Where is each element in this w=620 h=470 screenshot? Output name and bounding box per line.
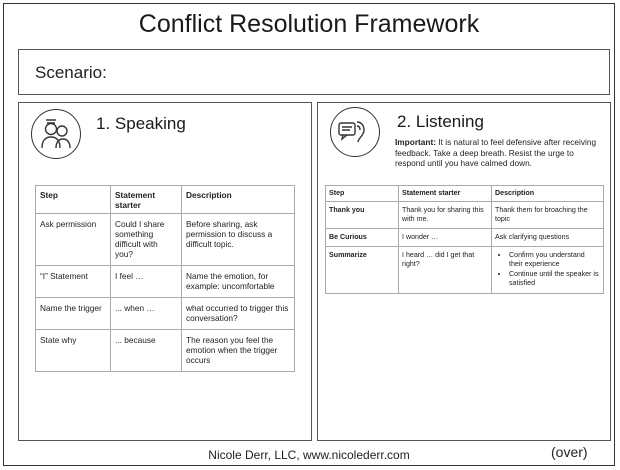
column-header-step: Step	[326, 186, 399, 202]
speaking-heading: 1. Speaking	[96, 114, 186, 133]
cell-description: Name the emotion, for example: uncomfortable	[182, 266, 295, 298]
bullet-item: • Continue until the speaker is satisfied	[509, 270, 600, 288]
cell-step: State why	[36, 330, 111, 372]
cell-step: Be Curious	[326, 229, 399, 247]
column-header-description: Description	[492, 186, 604, 202]
table-header-row	[36, 186, 295, 214]
cell-step: “I” Statement	[36, 266, 111, 298]
listening-panel	[317, 102, 611, 441]
listening-table	[325, 185, 604, 294]
cell-step: Ask permission	[36, 214, 111, 266]
cell-starter: I wonder …	[399, 229, 492, 247]
listening-heading: 2. Listening	[397, 112, 484, 131]
worksheet-page	[3, 3, 615, 466]
cell-step: Thank you	[326, 202, 399, 229]
listening-ear-icon	[330, 107, 380, 157]
bullet-item: • Confirm you understand their experience	[509, 251, 600, 269]
speaking-table	[35, 185, 295, 372]
table-row	[326, 202, 604, 229]
scenario-box	[18, 49, 610, 95]
cell-starter: ... when …	[111, 298, 182, 330]
speaking-people-icon	[31, 109, 81, 159]
cell-description: Before sharing, ask permission to discuss a difficult topic.	[182, 214, 295, 266]
cell-starter: Thank you for sharing this with me.	[399, 202, 492, 229]
table-row	[36, 214, 295, 266]
table-row	[36, 330, 295, 372]
over-label: (over)	[551, 444, 588, 460]
cell-step: Name the trigger	[36, 298, 111, 330]
summarize-bullets	[495, 251, 600, 288]
cell-step: Summarize	[326, 247, 399, 294]
cell-starter: Could I share something difficult with you?	[111, 214, 182, 266]
footer-credit: Nicole Derr, LLC, www.nicolederr.com	[208, 448, 410, 462]
speaking-panel	[18, 102, 312, 441]
table-row	[36, 298, 295, 330]
table-row	[326, 229, 604, 247]
cell-description	[492, 247, 604, 294]
cell-description: The reason you feel the emotion when the trigger occurs	[182, 330, 295, 372]
cell-starter: I feel …	[111, 266, 182, 298]
cell-starter: I heard … did I get that right?	[399, 247, 492, 294]
column-header-starter: Statement starter	[399, 186, 492, 202]
note-label: Important:	[395, 137, 437, 147]
column-header-starter: Statement starter	[111, 186, 182, 214]
cell-starter: ... because	[111, 330, 182, 372]
important-note	[395, 137, 605, 169]
table-row	[326, 247, 604, 294]
cell-description: Ask clarifying questions	[492, 229, 604, 247]
cell-description: what occurred to trigger this conversation?	[182, 298, 295, 330]
table-row	[36, 266, 295, 298]
column-header-description: Description	[182, 186, 295, 214]
table-header-row	[326, 186, 604, 202]
scenario-label: Scenario:	[35, 63, 107, 82]
note-text: It is natural to feel defensive after receiving feedback. Take a deep breath. Resist the urge to respond until you have calmed down.	[395, 137, 597, 168]
page-title: Conflict Resolution Framework	[138, 10, 480, 38]
cell-description: Thank them for broaching the topic	[492, 202, 604, 229]
column-header-step: Step	[36, 186, 111, 214]
